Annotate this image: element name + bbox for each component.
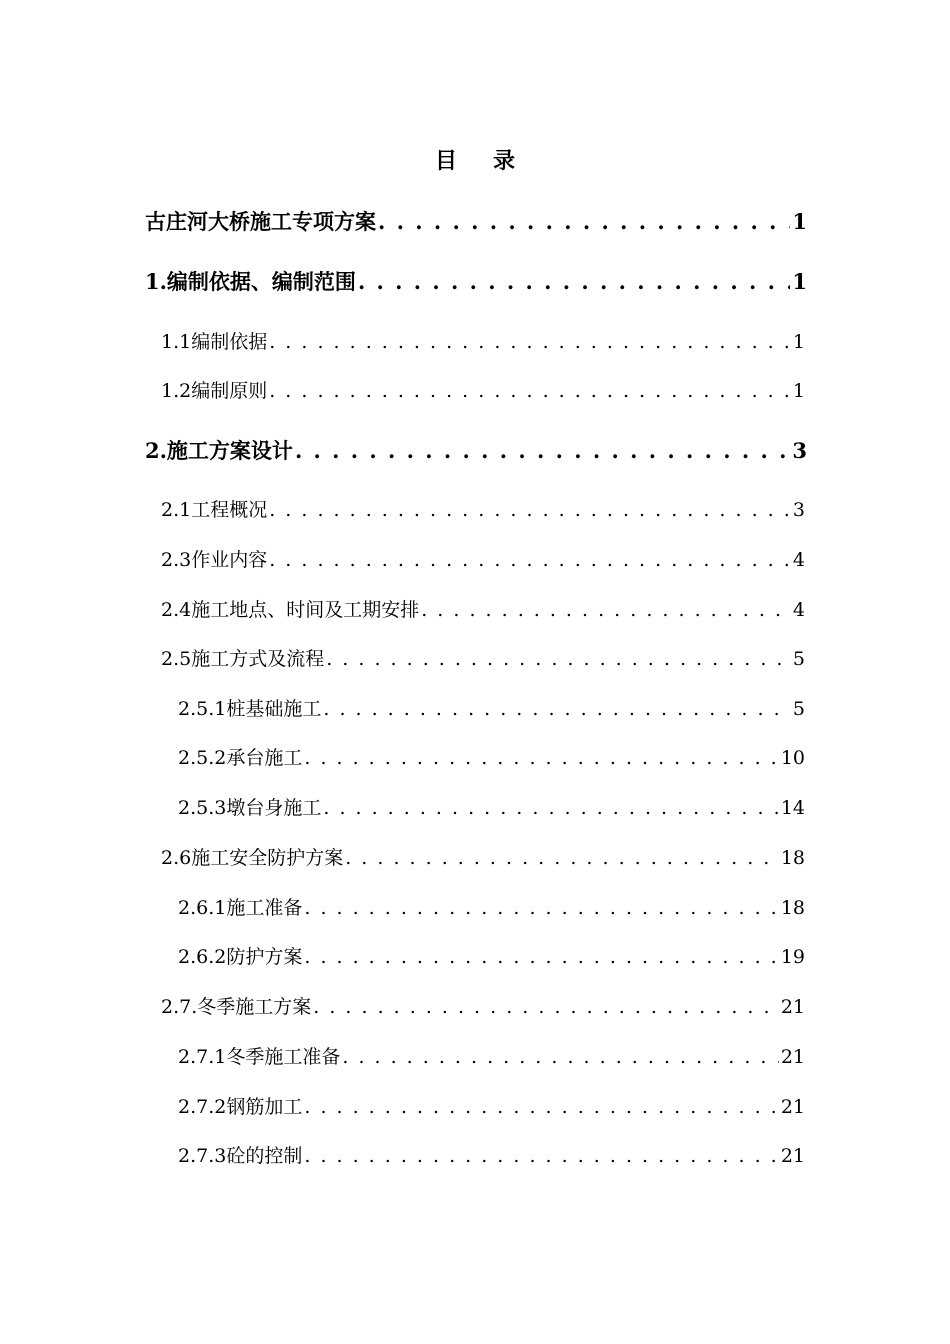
dot-leader [295,438,790,463]
toc-entry-label: 2.6.2防护方案 [178,946,303,968]
dot-leader [304,897,778,919]
toc-entry[interactable] [145,206,807,236]
dot-leader [342,1046,778,1068]
toc-entry-page: 5 [792,698,805,720]
toc-entry-page: 4 [792,549,805,571]
toc-entry-page: 21 [780,1145,805,1167]
toc-entry-label: 2.7.3砼的控制 [178,1145,303,1167]
toc-entry-page: 21 [780,996,805,1018]
toc-entry-page: 3 [792,438,807,463]
toc-entry-label: 2.7.冬季施工方案 [161,996,312,1018]
toc-entry[interactable] [178,893,805,920]
toc-entry-label: 古庄河大桥施工专项方案 [145,209,376,234]
toc-entry[interactable] [161,495,805,522]
dot-leader [304,1096,778,1118]
toc-entry[interactable] [178,942,805,969]
toc-entry-label: 2.5施工方式及流程 [161,648,325,670]
toc-entry-label: 2.5.3墩台身施工 [178,797,322,819]
toc-entry-page: 1 [792,209,807,234]
toc-entry-page: 18 [780,897,805,919]
toc-entry[interactable] [161,327,805,354]
dot-leader [358,269,790,294]
toc-entry[interactable] [161,545,805,572]
toc-entry-label: 1.2编制原则 [161,380,268,402]
dot-leader [304,747,778,769]
toc-entry[interactable] [178,1042,805,1069]
toc-entry-page: 19 [780,946,805,968]
toc-entry-label: 2.4施工地点、时间及工期安排 [161,599,420,621]
dot-leader [345,847,779,869]
dot-leader [323,797,778,819]
dot-leader [269,380,791,402]
toc-entry-label: 2.3作业内容 [161,549,268,571]
toc-entry[interactable] [145,435,807,465]
toc-entry[interactable] [178,694,805,721]
toc-entry-label: 2.6.1施工准备 [178,897,303,919]
toc-entry-page: 21 [780,1046,805,1068]
toc-entry[interactable] [145,266,807,296]
toc-entry[interactable] [161,843,805,870]
toc-entry-label: 2.7.1冬季施工准备 [178,1046,341,1068]
toc-entry-page: 5 [792,648,805,670]
toc-entry[interactable] [178,1141,805,1168]
toc-entry-label: 1.1编制依据 [161,331,268,353]
dot-leader [304,1145,778,1167]
toc-entry[interactable] [178,793,805,820]
toc-entry[interactable] [178,743,805,770]
toc-entry-page: 10 [780,747,805,769]
toc-entry-page: 1 [792,331,805,353]
dot-leader [323,698,791,720]
dot-leader [269,549,791,571]
toc-entry[interactable] [161,644,805,671]
toc-entry-page: 1 [792,380,805,402]
toc-entry-label: 2.1工程概况 [161,499,268,521]
toc-entry-label: 2.5.2承台施工 [178,747,303,769]
dot-leader [304,946,778,968]
toc-entry-label: 2.施工方案设计 [145,438,293,463]
toc-entry-label: 2.5.1桩基础施工 [178,698,322,720]
toc-entry-label: 2.6施工安全防护方案 [161,847,344,869]
toc-entry-page: 14 [780,797,805,819]
toc-entry[interactable] [161,595,805,622]
dot-leader [421,599,791,621]
dot-leader [378,209,790,234]
toc-entry-label: 2.7.2钢筋加工 [178,1096,303,1118]
toc-entry-page: 18 [780,847,805,869]
toc-title: 目录 [434,148,551,174]
toc-entry-page: 3 [792,499,805,521]
dot-leader [313,996,779,1018]
toc-entry[interactable] [178,1092,805,1119]
toc-entry[interactable] [161,992,805,1019]
toc-entry-page: 1 [792,269,807,294]
toc-entry[interactable] [161,376,805,403]
dot-leader [269,499,791,521]
dot-leader [326,648,791,670]
toc-entry-label: 1.编制依据、编制范围 [145,269,356,294]
toc-entry-page: 4 [792,599,805,621]
dot-leader [269,331,791,353]
toc-entry-page: 21 [780,1096,805,1118]
